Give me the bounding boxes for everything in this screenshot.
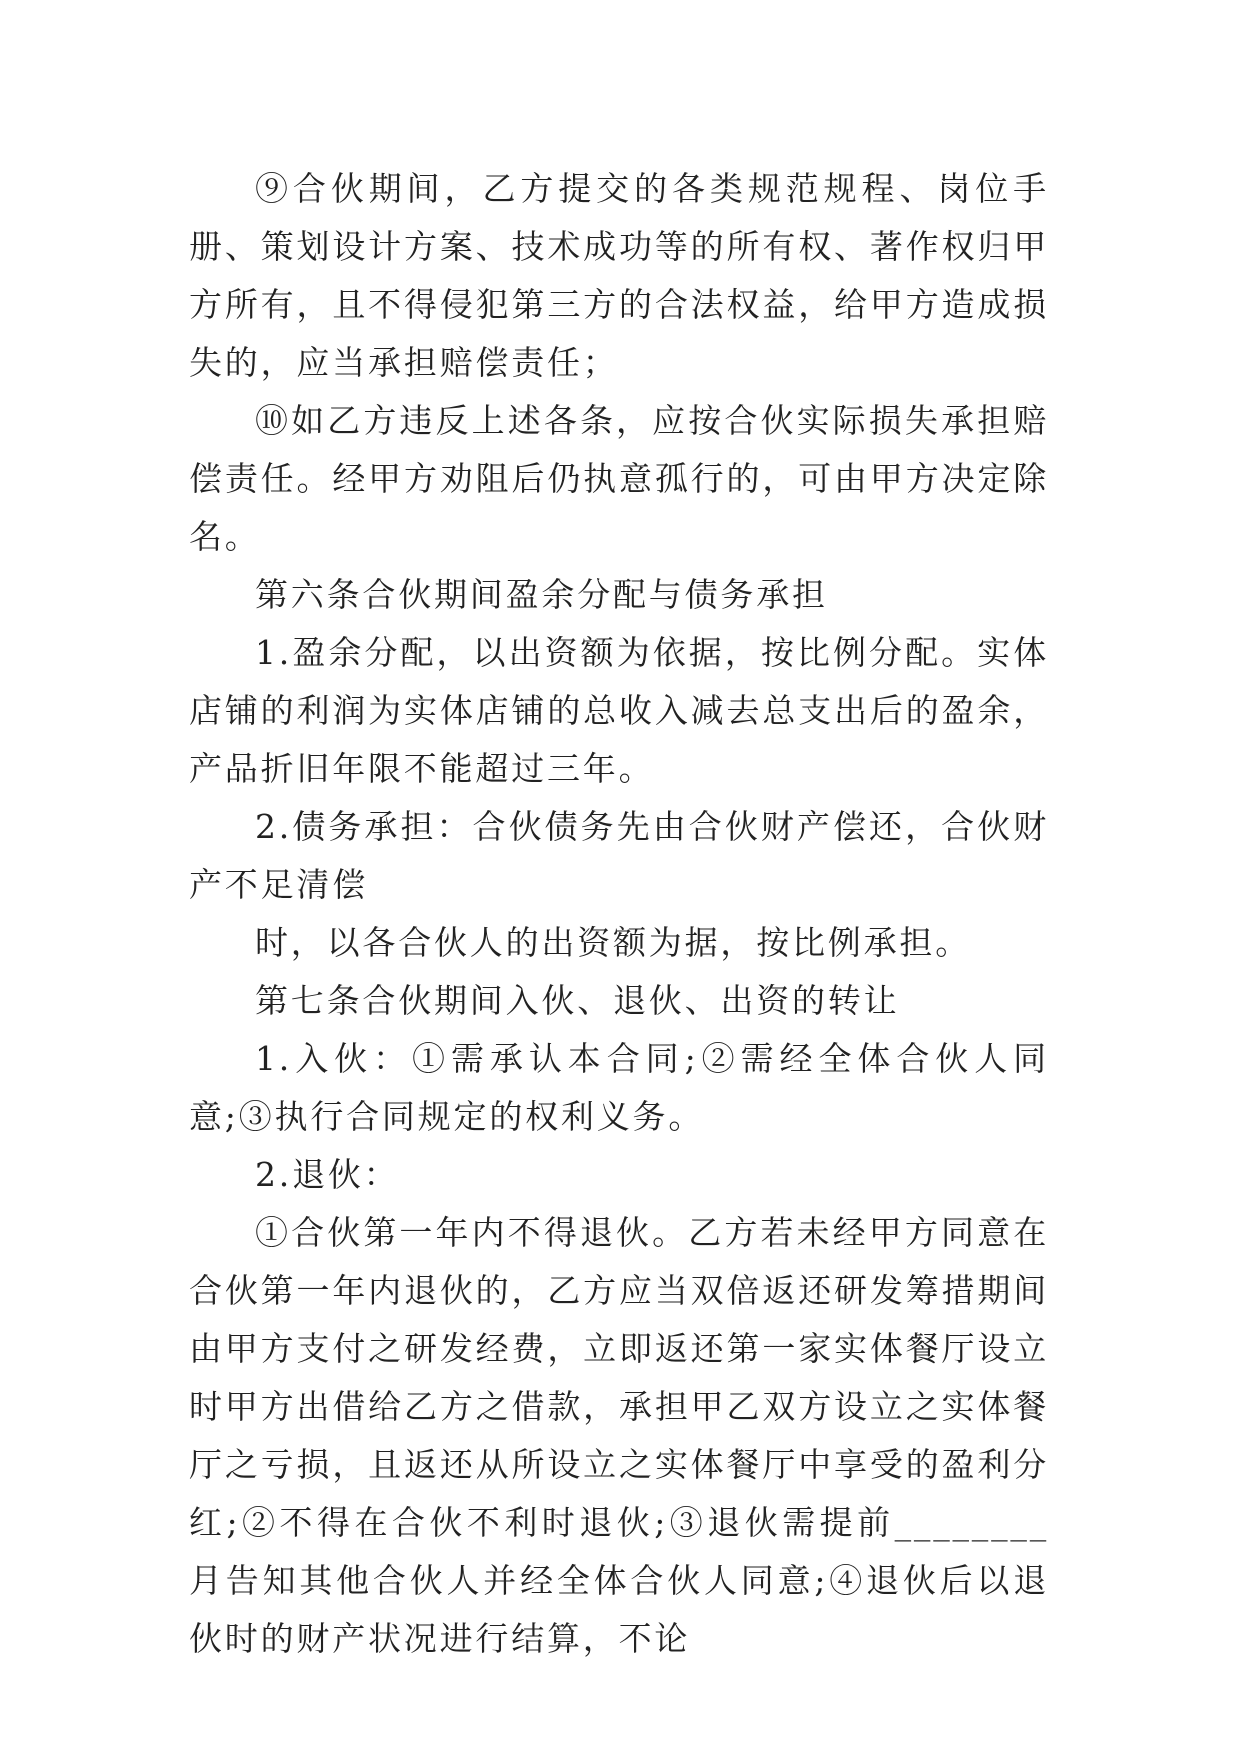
document-body [189, 160, 1049, 1668]
article-7-heading: 第七条合伙期间入伙、退伙、出资的转让 [255, 981, 900, 1020]
joining-paragraph: 1.入伙：①需承认本合同;②需经全体合伙人同意;③执行合同规定的权利义务。 [189, 1039, 1049, 1136]
clause-9-paragraph: ⑨合伙期间，乙方提交的各类规范规程、岗位手册、策划设计方案、技术成功等的所有权、著作权归甲方所有，且不得侵犯第三方的合法权益，给甲方造成损失的，应当承担赔偿责任； [189, 169, 1049, 382]
debt-bearing-paragraph: 2.债务承担：合伙债务先由合伙财产偿还，合伙财产不足清偿 [189, 807, 1049, 904]
withdrawal-paragraph: ①合伙第一年内不得退伙。乙方若未经甲方同意在合伙第一年内退伙的，乙方应当双倍返还研发筹措期间由甲方支付之研发经费，立即返还第一家实体餐厅设立时甲方出借给乙方之借款，承担甲乙双方设立之实体餐厅之亏损，且返还从所设立之实体餐厅中享受的盈利分红;②不得在合伙不利时退伙;③退伙需提前________月告知其他合伙人并经全体合伙人同意;④退伙后以退伙时的财产状况进行结算，不论 [189, 1213, 1049, 1658]
article-6-heading: 第六条合伙期间盈余分配与债务承担 [255, 575, 828, 614]
debt-bearing-continuation: 时，以各合伙人的出资额为据，按比例承担。 [255, 923, 971, 962]
clause-10-paragraph: ⑩如乙方违反上述各条，应按合伙实际损失承担赔偿责任。经甲方劝阻后仍执意孤行的，可由甲方决定除名。 [189, 401, 1049, 556]
profit-distribution-paragraph: 1.盈余分配，以出资额为依据，按比例分配。实体店铺的利润为实体店铺的总收入减去总支出后的盈余，产品折旧年限不能超过三年。 [189, 633, 1049, 788]
withdrawal-heading: 2.退伙： [255, 1155, 400, 1194]
